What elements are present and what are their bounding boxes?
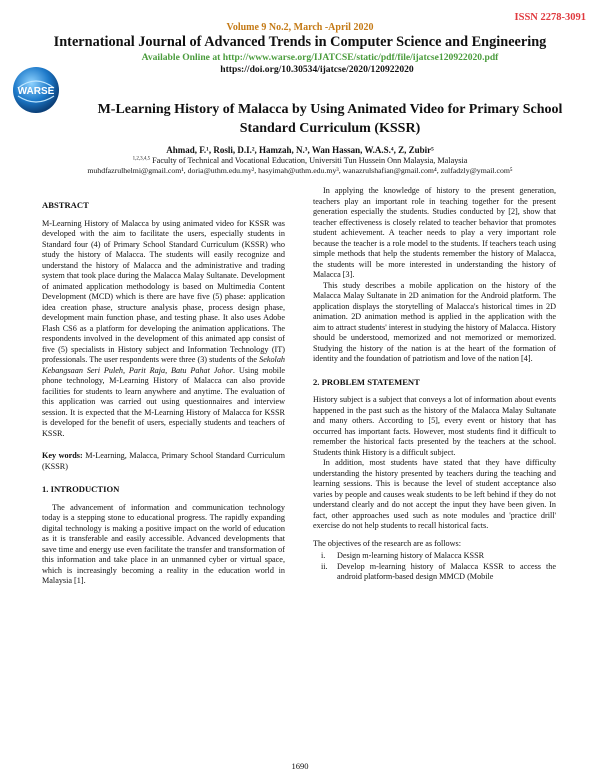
journal-title: International Journal of Advanced Trends in Computer Science and Engineering <box>53 34 547 50</box>
keywords <box>42 451 285 472</box>
objectives-list <box>313 551 556 583</box>
item-text: Develop m-learning history of Malacca KSSR to access the android platform-based design MMCD (Mobile <box>337 561 556 581</box>
left-column <box>42 200 285 587</box>
keywords-label: Key words: <box>42 451 83 460</box>
item-number: i. <box>321 551 326 560</box>
doi-link[interactable]: https://doi.org/10.30534/ijatcse/2020/120922020 <box>220 64 414 75</box>
objectives-intro: The objectives of the research are as follows: <box>313 538 461 548</box>
keywords-text: M-Learning, Malacca, Primary School Standard Curriculum (KSSR) <box>42 451 285 471</box>
problem-heading: 2. PROBLEM STATEMENT <box>313 376 420 387</box>
paragraph: In addition, most students have stated that they have difficulty understanding the history presented by teachers during the teaching and learning sessions. This is because the level of student acceptance also varies by people and causes weak students to be left behind if they do not understand clearly and do not accept the input they have been given. In fact, other approaches used such as note modules and 'practice drill' exercise do not help students to recall historical facts. <box>313 458 556 530</box>
affiliation-text: Faculty of Technical and Vocational Education, Universiti Tun Hussein Onn Malaysia, Malaysia <box>150 156 468 165</box>
list-item <box>313 551 556 562</box>
author-emails: muhdfazrulhelmi@gmail.com¹, doria@uthm.edu.my², hasyimah@uthm.edu.my³, wanazrulshafian@gmail.com⁴, zulfadzly@ymail.com⁵ <box>87 166 513 175</box>
issn-label: ISSN 2278-3091 <box>514 12 586 23</box>
abstract-text <box>42 219 285 440</box>
page-number: 1690 <box>291 761 309 771</box>
svg-text:WARSE: WARSE <box>17 86 55 97</box>
paragraph: This study describes a mobile application on the history of the Malacca Malay Sultanate in 2D animation for the Android platform. The application displays the storytelling of Malacca's historical times in 2D animation. 2D animation method is applied in the application with the aim to attract students' interest in studying the history of Malacca. History should be understood, memorized and not memorized or memorized. Studying the history of the nation is at the heart of the formation of identity and the foundation of patriotism and love of the nation [4]. <box>313 280 556 363</box>
paragraph: History subject is a subject that conveys a lot of information about events happened in the past such as the history of the Malacca Malay Sultanate and many others. According to [5], every event or history that has occurred has important facts. However, most students find it difficult to remember the historical facts presented by the teachers at the school. Students think History is a difficult subject. <box>313 395 556 457</box>
abstract-body: M-Learning History of Malacca by using animated video for KSSR was developed with the aim to facilitate the users, especially students in Standard four (4) of Primary School Standard Curriculum (KSSR) who study the history of Malacca. The students will easily recognize and understand the history of Malacca and the administrative and trading system that took place during the Malacca Malay Sultanate. Development of animated application methodology is based on Multimedia Content Development (MCD) which is there are have five (5) phase: application idea creation phase, structure analysis phase, process design phase, development main function phase, and testing phase. It also uses Adobe Flash CS6 as a platform for developing the animation applications. The respondents involved in the development of this animated app consist of five (5) specialists in History subject and Information Technology (IT) professionals. The user respondents were three (3) students of the <box>42 218 285 364</box>
item-number: ii. <box>321 561 328 571</box>
intro-paragraph: The advancement of information and communication technology today is a stepping stone to educational progress. The rapidly expanding digital technology is making a positive impact on the world of education as it is transferable and easily accessible. Advanced developments that save time and energy use even facilitate the transfer and transformation of this information and take place in an unmanned cyber or virtual space, which is increasingly becoming a reality in the education world in Malaysia [1]. <box>42 502 285 585</box>
intro-heading: 1. INTRODUCTION <box>42 484 120 494</box>
abstract-heading: ABSTRACT <box>42 200 89 210</box>
journal-header <box>0 22 600 75</box>
online-url[interactable]: Available Online at http://www.warse.org/IJATCSE/static/pdf/file/ijatcse120922020.pdf <box>141 52 499 63</box>
list-item <box>313 562 556 583</box>
author-list: Ahmad, F.¹, Rosli, D.I.², Hamzah, N.³, Wan Hassan, W.A.S.⁴, Z, Zubir⁵ <box>166 145 434 155</box>
affiliation <box>0 156 600 165</box>
item-text: Design m-learning history of Malacca KSSR <box>337 551 485 560</box>
paper-title: M-Learning History of Malacca by Using Animated Video for Primary School Standard Curriculum (KSSR) <box>97 102 563 136</box>
right-column <box>313 186 556 583</box>
abstract-school: Sekolah Kebangsaan Seri Puleh, Parit Raja, Batu Pahat Johor <box>42 355 286 375</box>
paragraph: In applying the knowledge of history to the present generation, teachers play an important role in teaching together for the present generation especially the students. Studies conducted by [2], show that teacher effectiveness is closely related to teacher behavior that promotes student achievement. A teacher needs to play a very important role because the teacher is a role model to the students. If teachers teach using simple methods that help the students remember the history of Malacca, the students will be more interested in understanding the history of Malacca [3]. <box>313 186 556 279</box>
affiliation-marks: 1,2,3,4,5 <box>132 156 151 162</box>
volume-line: Volume 9 No.2, March -April 2020 <box>226 22 374 33</box>
abstract-body-end: . Using mobile phone technology, M-Learning History of Malacca can also provide facilities for students to learn anywhere and anytime. The evaluation of this application was carried out using questionnaires and interview session. It is expected that the M-Learning History of Malacca for KSSR is developed for the benefit of users, especially students and teachers of KSSR. <box>42 365 285 438</box>
